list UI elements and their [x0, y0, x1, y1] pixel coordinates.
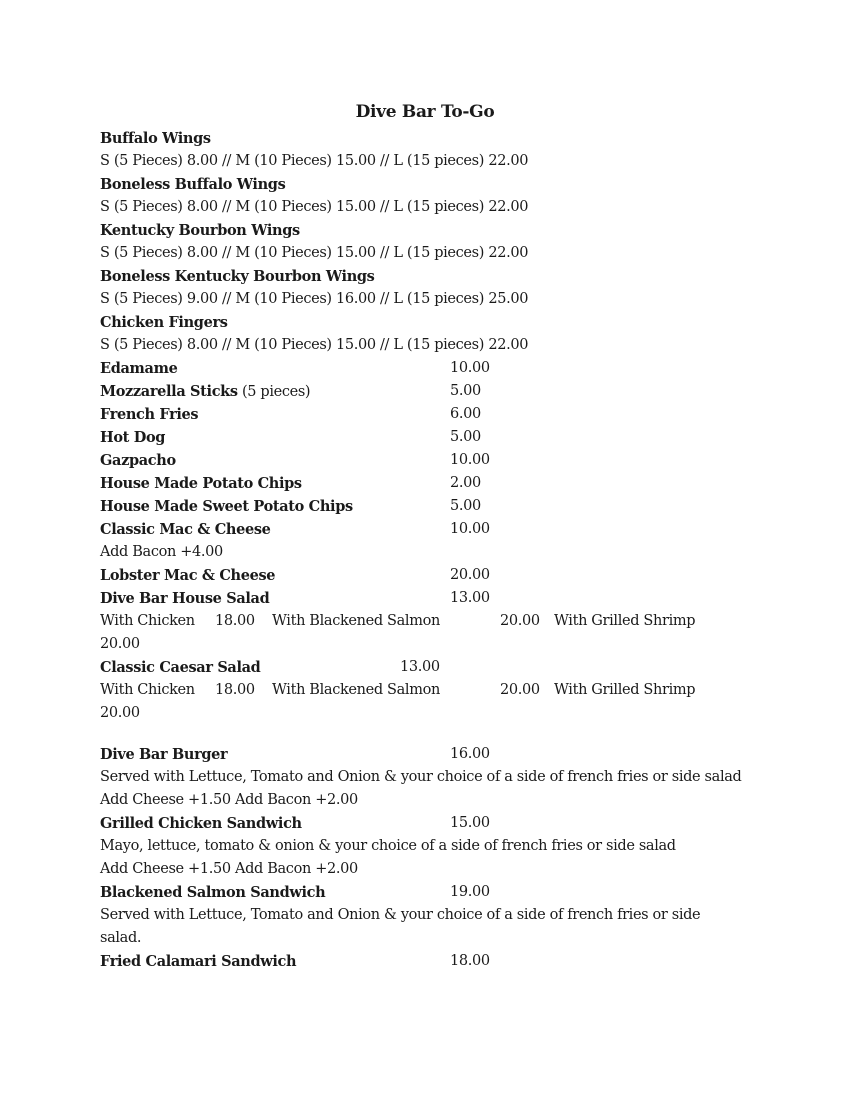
option-salmon-price: 20.00 [500, 613, 540, 629]
item-price: 13.00 [450, 590, 490, 606]
menu-item-french-fries [100, 403, 780, 426]
item-name: Blackened Salmon Sandwich [100, 884, 326, 901]
option-salmon-price: 20.00 [500, 682, 540, 698]
page-title: Dive Bar To-Go [355, 102, 495, 122]
item-sizes-buffalo-wings: S (5 Pieces) 8.00 // M (10 Pieces) 15.00 // L (15 pieces) 22.00 [100, 153, 529, 169]
menu-item-sweet-potato-chips [100, 495, 780, 518]
item-price: 5.00 [450, 429, 481, 445]
house-salad-options [100, 610, 780, 633]
item-name: Fried Calamari Sandwich [100, 953, 297, 970]
item-price: 15.00 [450, 815, 490, 831]
menu-item-burger [100, 743, 780, 766]
item-name: Classic Caesar Salad [100, 659, 261, 676]
item-name: Classic Mac & Cheese [100, 521, 271, 538]
item-name-kentucky-bourbon-wings: Kentucky Bourbon Wings [100, 222, 300, 239]
item-price: 5.00 [450, 383, 481, 399]
menu-item-calamari-sandwich [100, 950, 780, 973]
item-description: Served with Lettuce, Tomato and Onion & your choice of a side of french fries or side salad [100, 769, 742, 785]
item-addons: Add Cheese +1.50 Add Bacon +2.00 [100, 861, 358, 877]
item-name: Gazpacho [100, 452, 176, 469]
item-name: Dive Bar House Salad [100, 590, 270, 607]
item-price: 10.00 [450, 452, 490, 468]
item-price: 20.00 [450, 567, 490, 583]
item-name: Edamame [100, 360, 178, 377]
item-name-boneless-buffalo-wings: Boneless Buffalo Wings [100, 176, 286, 193]
item-price: 16.00 [450, 746, 490, 762]
menu-item-potato-chips [100, 472, 780, 495]
item-price: 10.00 [450, 521, 490, 537]
option-chicken-price: 18.00 [215, 682, 255, 698]
option-shrimp-label: With Grilled Shrimp [554, 613, 696, 629]
menu-item-edamame [100, 357, 780, 380]
item-price: 13.00 [400, 659, 440, 675]
item-price: 2.00 [450, 475, 481, 491]
caesar-salad-options [100, 679, 780, 702]
item-name-buffalo-wings: Buffalo Wings [100, 130, 211, 147]
item-price: 18.00 [450, 953, 490, 969]
item-sizes-kentucky-bourbon-wings: S (5 Pieces) 8.00 // M (10 Pieces) 15.00 // L (15 pieces) 22.00 [100, 245, 529, 261]
option-shrimp-price: 20.00 [100, 705, 140, 721]
option-salmon-label: With Blackened Salmon [272, 682, 440, 698]
item-name-chicken-fingers: Chicken Fingers [100, 314, 228, 331]
item-price: 5.00 [450, 498, 481, 514]
item-addon-mac-bacon: Add Bacon +4.00 [100, 544, 223, 560]
item-name: French Fries [100, 406, 199, 423]
menu-item-chicken-sandwich [100, 812, 780, 835]
item-sizes-chicken-fingers: S (5 Pieces) 8.00 // M (10 Pieces) 15.00 // L (15 pieces) 22.00 [100, 337, 529, 353]
item-name: Grilled Chicken Sandwich [100, 815, 302, 832]
item-name: Dive Bar Burger [100, 746, 228, 763]
item-price: 6.00 [450, 406, 481, 422]
option-chicken-label: With Chicken [100, 682, 195, 698]
menu-item-lobster-mac-cheese [100, 564, 780, 587]
section-spacer [100, 725, 780, 743]
item-addons: Add Cheese +1.50 Add Bacon +2.00 [100, 792, 358, 808]
item-description-continued: salad. [100, 930, 142, 946]
item-name: Hot Dog [100, 429, 166, 446]
item-note: (5 pieces) [237, 384, 311, 400]
option-salmon-label: With Blackened Salmon [272, 613, 440, 629]
item-price: 19.00 [450, 884, 490, 900]
menu-item-salmon-sandwich [100, 881, 780, 904]
item-sizes-boneless-kentucky-bourbon-wings: S (5 Pieces) 9.00 // M (10 Pieces) 16.00 // L (15 pieces) 25.00 [100, 291, 529, 307]
menu-item-house-salad [100, 587, 780, 610]
option-shrimp-price: 20.00 [100, 636, 140, 652]
option-chicken-price: 18.00 [215, 613, 255, 629]
item-price: 10.00 [450, 360, 490, 376]
item-name-boneless-kentucky-bourbon-wings: Boneless Kentucky Bourbon Wings [100, 268, 375, 285]
option-chicken-label: With Chicken [100, 613, 195, 629]
item-description: Served with Lettuce, Tomato and Onion & your choice of a side of french fries or side [100, 907, 701, 923]
item-name: Mozzarella Sticks [100, 383, 238, 400]
menu-item-hot-dog [100, 426, 780, 449]
item-name: Lobster Mac & Cheese [100, 567, 276, 584]
item-name: House Made Sweet Potato Chips [100, 498, 353, 515]
menu-item-mozzarella-sticks [100, 380, 780, 403]
item-description: Mayo, lettuce, tomato & onion & your choice of a side of french fries or side salad [100, 838, 676, 854]
menu-item-classic-mac-cheese [100, 518, 780, 541]
menu-item-gazpacho [100, 449, 780, 472]
menu-item-caesar-salad [100, 656, 780, 679]
menu-list [100, 127, 780, 973]
option-shrimp-label: With Grilled Shrimp [554, 682, 696, 698]
item-name: House Made Potato Chips [100, 475, 302, 492]
item-sizes-boneless-buffalo-wings: S (5 Pieces) 8.00 // M (10 Pieces) 15.00 // L (15 pieces) 22.00 [100, 199, 529, 215]
